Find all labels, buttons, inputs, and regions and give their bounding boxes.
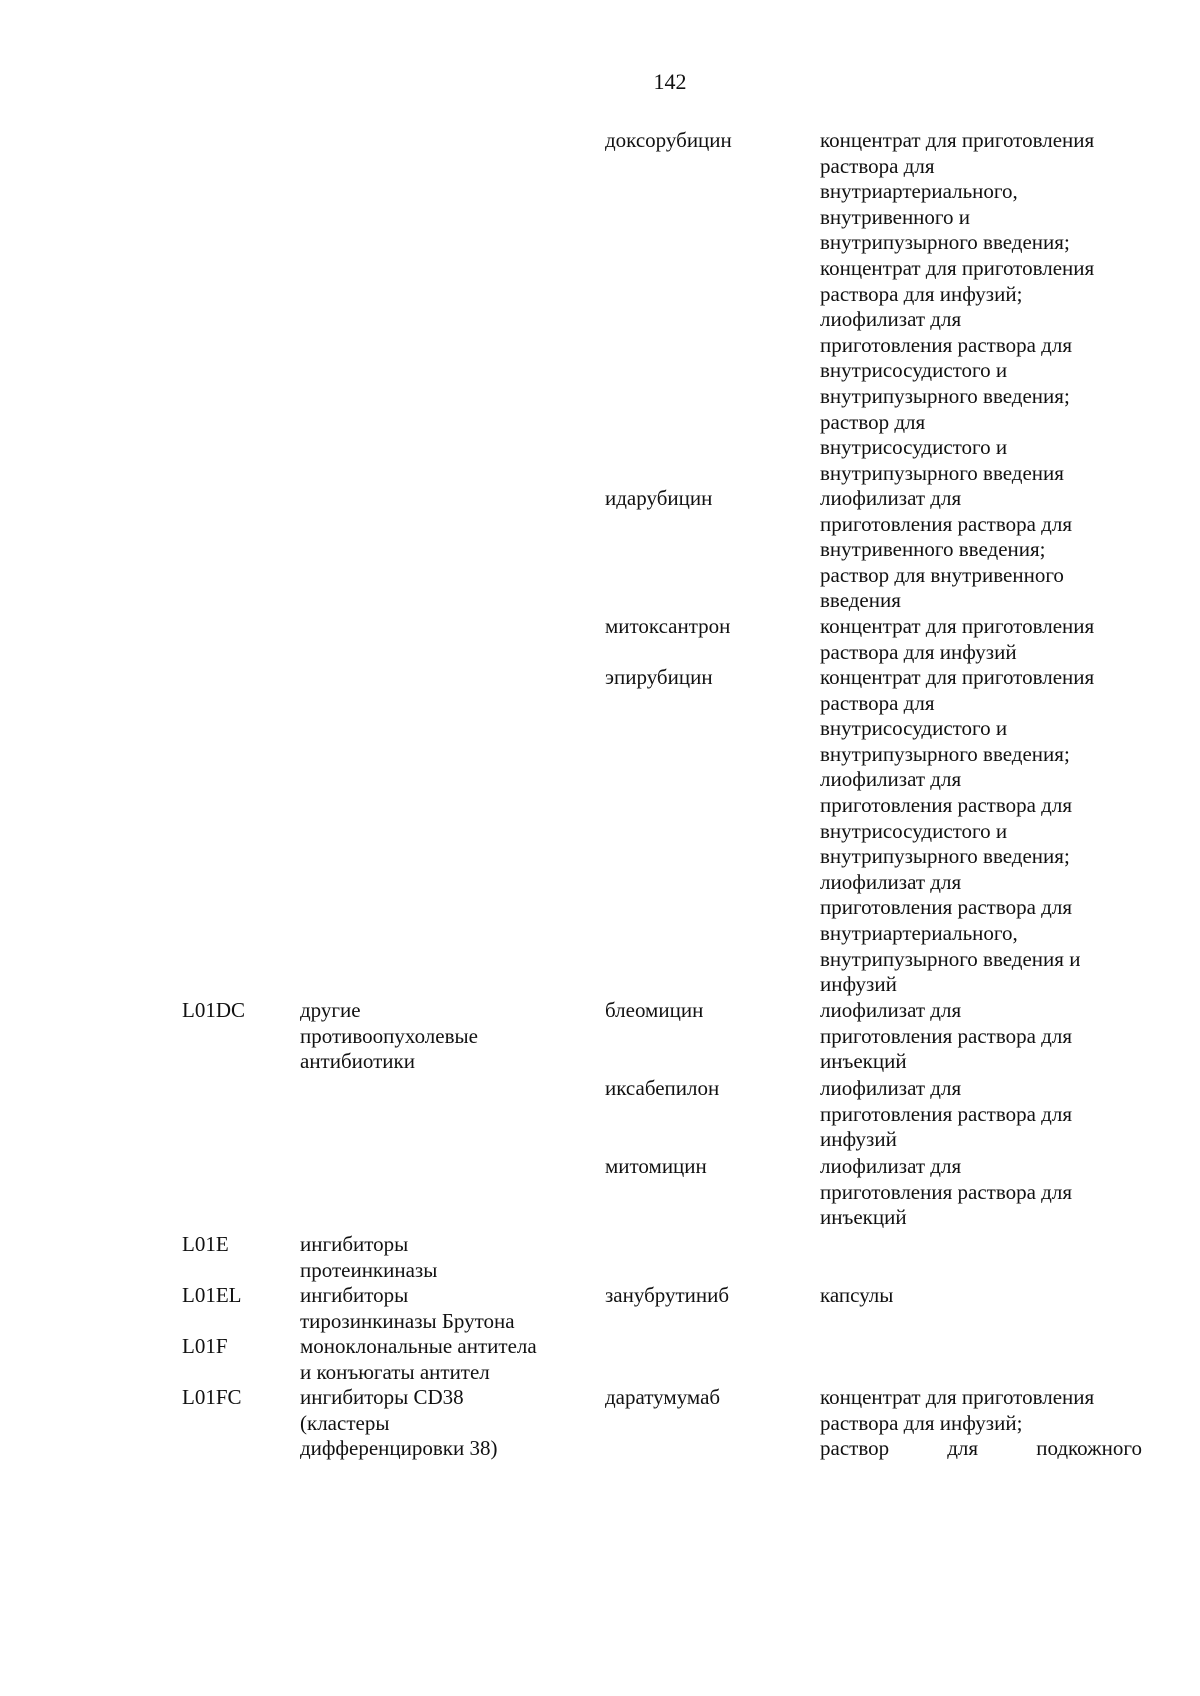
dosage-form-line: раствор для <box>820 409 926 434</box>
dosage-form <box>820 998 1150 1075</box>
anatomical-group <box>300 1334 590 1385</box>
dosage-form-line: раствора для инфузий <box>820 639 1017 664</box>
group-line: антибиотики <box>300 1049 415 1074</box>
group-line: (кластеры <box>300 1410 390 1435</box>
dosage-form-line: внутрипузырного введения <box>820 460 1064 485</box>
drug-name <box>605 1385 805 1411</box>
dosage-form-line: раствора для <box>820 153 935 178</box>
atc-code <box>182 1232 292 1258</box>
dosage-form-line: внутрисосудистого и <box>820 358 1008 383</box>
dosage-form-line: раствор для внутривенного <box>820 562 1064 587</box>
drug-name-text: доксорубицин <box>605 128 732 152</box>
drug-name-text: митоксантрон <box>605 614 731 638</box>
dosage-form-line: приготовления раствора для <box>820 1023 1072 1048</box>
drug-name-text: иксабепилон <box>605 1076 720 1100</box>
dosage-form <box>820 486 1150 614</box>
dosage-form-line: раствора для инфузий; <box>820 281 1023 306</box>
drug-name <box>605 486 805 512</box>
dosage-form <box>820 614 1150 665</box>
dosage-form-line: внутрипузырного введения; <box>820 741 1070 766</box>
dosage-form-line: лиофилизат для <box>820 1076 962 1100</box>
dosage-form-word: для <box>947 1436 979 1461</box>
dosage-form-line: внутрисосудистого и <box>820 818 1008 843</box>
dosage-form-line: лиофилизат для <box>820 307 962 332</box>
dosage-form-line: концентрат для приготовления <box>820 255 1095 280</box>
dosage-form-line: приготовления раствора для <box>820 332 1072 357</box>
drug-name-text: блеомицин <box>605 998 704 1022</box>
atc-code-text: L01F <box>182 1334 228 1358</box>
anatomical-group <box>300 1283 590 1334</box>
dosage-form-line: лиофилизат для <box>820 1154 962 1178</box>
page-number: 142 <box>653 69 687 94</box>
group-line: протеинкиназы <box>300 1257 438 1282</box>
dosage-form <box>820 128 1150 486</box>
drug-name <box>605 128 805 154</box>
dosage-form-line <box>820 1436 1142 1462</box>
atc-code <box>182 1385 292 1411</box>
dosage-form-line: внутрисосудистого и <box>820 716 1008 741</box>
dosage-form-line: лиофилизат для <box>820 869 962 894</box>
dosage-form-line: внутрипузырного введения; <box>820 383 1070 408</box>
dosage-form-line: лиофилизат для <box>820 486 962 510</box>
group-line: моноклональные антитела <box>300 1334 537 1358</box>
drug-name <box>605 1076 805 1102</box>
dosage-form-line: внутриартериального, <box>820 179 1018 204</box>
dosage-form <box>820 1076 1150 1153</box>
dosage-form-line: инфузий <box>820 972 897 997</box>
dosage-form <box>820 1283 1150 1309</box>
drug-name <box>605 998 805 1024</box>
dosage-form-line: приготовления раствора для <box>820 1179 1072 1204</box>
dosage-form-line: концентрат для приготовления <box>820 614 1095 638</box>
dosage-form-line: приготовления раствора для <box>820 1101 1072 1126</box>
drug-name-text: занубрутиниб <box>605 1283 730 1307</box>
dosage-form-line: внутрипузырного введения; <box>820 844 1070 869</box>
dosage-form-line: инфузий <box>820 1127 897 1152</box>
drug-name <box>605 614 805 640</box>
dosage-form-line: внутрисосудистого и <box>820 435 1008 460</box>
drug-name-text: эпирубицин <box>605 665 713 689</box>
atc-code <box>182 1334 292 1360</box>
dosage-form-line: внутрипузырного введения; <box>820 230 1070 255</box>
dosage-form-word: подкожного <box>1036 1436 1142 1461</box>
drug-name <box>605 665 805 691</box>
dosage-form <box>820 1154 1150 1231</box>
group-line: ингибиторы CD38 <box>300 1385 464 1409</box>
group-line: дифференцировки 38) <box>300 1436 498 1461</box>
group-line: тирозинкиназы Брутона <box>300 1308 515 1333</box>
group-line: ингибиторы <box>300 1283 409 1307</box>
anatomical-group <box>300 1232 590 1283</box>
group-line: противоопухолевые <box>300 1023 478 1048</box>
dosage-form-line: введения <box>820 588 901 613</box>
dosage-form-line: концентрат для приготовления <box>820 128 1095 152</box>
dosage-form-line: лиофилизат для <box>820 998 962 1022</box>
dosage-form-line: внутрипузырного введения и <box>820 946 1081 971</box>
dosage-form-word: раствор <box>820 1436 890 1461</box>
dosage-form-line: капсулы <box>820 1283 894 1307</box>
dosage-form-line: раствора для <box>820 690 935 715</box>
dosage-form-line: концентрат для приготовления <box>820 1385 1095 1409</box>
atc-code <box>182 1283 292 1309</box>
dosage-form-line: раствора для инфузий; <box>820 1410 1023 1435</box>
dosage-form-line: приготовления раствора для <box>820 792 1072 817</box>
group-line: и конъюгаты антител <box>300 1359 490 1384</box>
atc-code-text: L01E <box>182 1232 229 1256</box>
anatomical-group <box>300 1385 590 1462</box>
drug-name <box>605 1283 805 1309</box>
group-line: другие <box>300 998 361 1022</box>
dosage-form-line: внутривенного введения; <box>820 537 1046 562</box>
atc-code <box>182 998 292 1024</box>
dosage-form <box>820 1385 1150 1462</box>
atc-code-text: L01DC <box>182 998 245 1022</box>
dosage-form-line: внутривенного и <box>820 204 970 229</box>
dosage-form-line: приготовления раствора для <box>820 895 1072 920</box>
drug-name-text: митомицин <box>605 1154 707 1178</box>
dosage-form-line: лиофилизат для <box>820 767 962 792</box>
atc-code-text: L01FC <box>182 1385 242 1409</box>
dosage-form-line: концентрат для приготовления <box>820 665 1095 689</box>
dosage-form-line: инъекций <box>820 1205 907 1230</box>
atc-code-text: L01EL <box>182 1283 242 1307</box>
group-line: ингибиторы <box>300 1232 409 1256</box>
dosage-form-line: инъекций <box>820 1049 907 1074</box>
anatomical-group <box>300 998 590 1075</box>
drug-name-text: даратумумаб <box>605 1385 721 1409</box>
dosage-form-line: внутриартериального, <box>820 920 1018 945</box>
drug-name <box>605 1154 805 1180</box>
dosage-form-line: приготовления раствора для <box>820 511 1072 536</box>
dosage-form <box>820 665 1150 998</box>
drug-name-text: идарубицин <box>605 486 713 510</box>
